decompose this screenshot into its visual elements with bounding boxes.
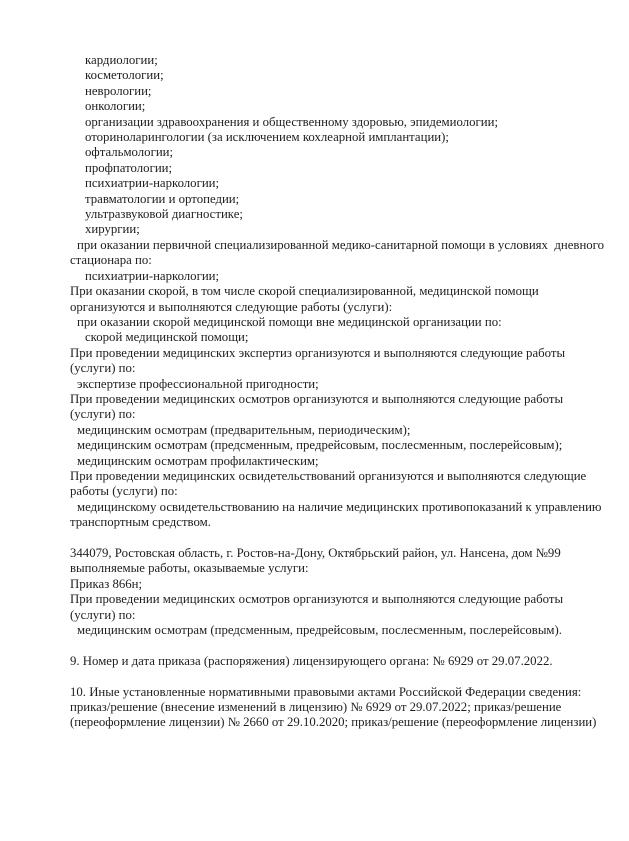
text-line: При проведении медицинских экспертиз организуются и выполняются следующие работы: [70, 345, 566, 360]
text-line: экспертизе профессиональной пригодности;: [77, 376, 319, 391]
text-line: При проведении медицинских осмотров организуются и выполняются следующие работы: [70, 592, 564, 607]
text-line: работы (услуги) по:: [70, 484, 178, 499]
text-line: 344079, Ростовская область, г. Ростов-на-Дону, Октябрьский район, ул. Нансена, дом №99: [70, 546, 561, 560]
text-line: организации здравоохранения и общественному здоровью, эпидемиологии;: [85, 114, 499, 129]
text-line: транспортным средством.: [70, 515, 211, 530]
blank-line: [70, 531, 611, 546]
text-line: медицинскому освидетельствованию на наличие медицинских противопоказаний к управлению: [77, 499, 602, 514]
text-line: При проведении медицинских освидетельствований организуются и выполняются следующие: [70, 468, 587, 483]
text-line: медицинским осмотрам (предсменным, предрейсовым, послесменным, послерейсовым);: [77, 438, 563, 453]
text-line: психиатрии-наркологии;: [85, 176, 220, 191]
text-line: оториноларингологии (за исключением кохлеарной имплантации);: [85, 130, 449, 145]
text-line: (услуги) по:: [70, 607, 136, 622]
text-line: организуются и выполняются следующие работы (услуги):: [70, 299, 393, 314]
text-line: травматологии и ортопедии;: [85, 191, 240, 206]
text-line: (переоформление лицензии) № 2660 от 29.10.2020; приказ/решение (переоформление лицензии): [70, 715, 597, 730]
document-text-block: [70, 53, 611, 731]
blank-line: [70, 669, 611, 684]
text-line: приказ/решение (внесение изменений в лицензию) № 6929 от 29.07.2022; приказ/решение: [70, 700, 562, 715]
text-line: хирургии;: [85, 222, 140, 237]
text-line: медицинским осмотрам профилактическим;: [77, 453, 319, 468]
text-line: (услуги) по:: [70, 407, 136, 422]
text-line: кардиологии;: [85, 53, 158, 67]
text-line: При проведении медицинских осмотров организуются и выполняются следующие работы: [70, 391, 564, 406]
text-line: (услуги) по:: [70, 361, 136, 376]
text-line: психиатрии-наркологии;: [85, 268, 220, 283]
text-line: 9. Номер и дата приказа (распоряжения) лицензирующего органа: № 6929 от 29.07.2022.: [70, 653, 553, 668]
text-line: при оказании первичной специализированной медико-санитарной помощи в условиях дневного: [77, 237, 605, 252]
text-line: 10. Иные установленные нормативными правовыми актами Российской Федерации сведения:: [70, 684, 582, 699]
text-line: при оказании скорой медицинской помощи вне медицинской организации по:: [77, 314, 502, 329]
text-line: профпатологии;: [85, 160, 173, 175]
text-line: онкологии;: [85, 99, 146, 114]
text-line: Приказ 866н;: [70, 576, 143, 591]
blank-line: [70, 638, 611, 653]
text-line: При оказании скорой, в том числе скорой специализированной, медицинской помощи: [70, 284, 539, 299]
text-line: медицинским осмотрам (предсменным, предрейсовым, послесменным, послерейсовым).: [77, 623, 562, 638]
text-line: неврологии;: [85, 83, 152, 98]
text-line: косметологии;: [85, 68, 164, 83]
text-line: стационара по:: [70, 253, 152, 268]
text-line: выполняемые работы, оказываемые услуги:: [70, 561, 309, 576]
text-line: ультразвуковой диагностике;: [85, 207, 243, 222]
text-line: скорой медицинской помощи;: [85, 330, 249, 345]
text-line: медицинским осмотрам (предварительным, периодическим);: [77, 422, 411, 437]
text-line: офтальмологии;: [85, 145, 174, 160]
